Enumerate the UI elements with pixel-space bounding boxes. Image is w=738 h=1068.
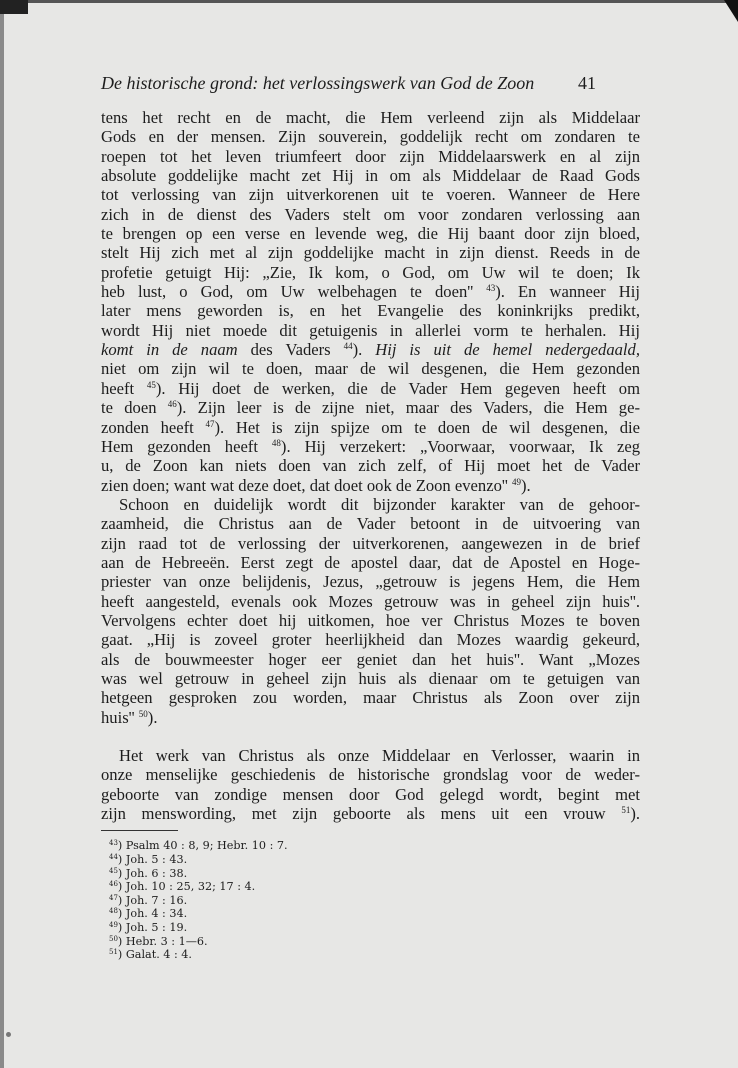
text-segment: ). xyxy=(630,804,640,824)
text-segment: zien doen; want wat deze doet, dat doet ook de Zoon evenzo'' xyxy=(101,475,512,495)
text-segment: zich in de dienst des Vaders stelt om voor zondaren verlossing aan xyxy=(101,204,640,224)
text-segment: zijn menswording, met zijn geboorte als mens uit een vrouw xyxy=(101,804,622,824)
text-segment: was wel getrouw in geheel zijn huis als dienaar om te getuigen van xyxy=(101,668,640,688)
text-line xyxy=(101,765,640,784)
footnote-ref: 48 xyxy=(271,437,281,448)
text-line xyxy=(101,669,640,688)
text-segment: onze menselijke geschiedenis de historische grondslag voor de weder- xyxy=(101,765,640,785)
text-line xyxy=(101,708,640,727)
text-line xyxy=(101,127,640,146)
text-line xyxy=(101,611,640,630)
footnote-number: 50 xyxy=(109,934,118,943)
text-segment: te doen xyxy=(101,398,168,418)
footnote-text: ) Joh. 4 : 34. xyxy=(117,907,188,921)
text-line xyxy=(101,456,640,475)
footnote-number: 43 xyxy=(109,839,118,848)
text-line xyxy=(101,359,640,378)
text-line xyxy=(101,785,640,804)
text-line xyxy=(101,398,640,417)
footnote-ref: 44 xyxy=(343,341,353,352)
text-segment: u, de Zoon kan niets doen van zich zelf, of Hij moet het de Vader xyxy=(101,456,640,476)
footnote xyxy=(101,935,640,949)
text-segment: zijn raad tot de verlossing der uitverkorenen, aangewezen in de brief xyxy=(101,533,640,553)
text-line xyxy=(101,804,640,823)
footnote-text: ) Joh. 6 : 38. xyxy=(117,866,188,880)
text-segment: des Vaders xyxy=(237,340,344,360)
text-line xyxy=(101,108,640,127)
footnote xyxy=(101,867,640,881)
footnote xyxy=(101,880,640,894)
footnote-text: ) Joh. 7 : 16. xyxy=(117,893,188,907)
scan-corner xyxy=(724,0,738,22)
footnote xyxy=(101,839,640,853)
footnote xyxy=(101,921,640,935)
text-segment: Het werk van Christus als onze Middelaar en Verlosser, waarin in xyxy=(119,746,640,765)
footnote-number: 45 xyxy=(109,866,118,875)
text-line xyxy=(101,476,640,495)
footnote-number: 47 xyxy=(109,893,118,902)
text-segment: als de bouwmeester hoger eer geniet dan het huis''. Want „Mozes xyxy=(101,649,640,669)
text-segment: stelt Hij zich met al zijn goddelijke macht in zijn dienst. Reeds in de xyxy=(101,243,640,263)
footnote-ref: 45 xyxy=(146,379,156,390)
text-line xyxy=(101,650,640,669)
text-segment: ). Hij doet de werken, die de Vader Hem gegeven heeft om xyxy=(155,378,640,398)
text-segment: wordt Hij niet moede dit getuigenis in allerlei vorm te herhalen. Hij xyxy=(101,320,640,340)
text-line xyxy=(101,166,640,185)
footnote xyxy=(101,907,640,921)
text-line xyxy=(101,688,640,707)
text-segment: Vervolgens echter doet hij uitkomen, hoe ver Christus Mozes te boven xyxy=(101,610,640,630)
text-line xyxy=(101,282,640,301)
footnote-ref: 49 xyxy=(512,476,521,487)
text-line xyxy=(101,224,640,243)
main-text xyxy=(101,108,640,823)
text-segment: profetie getuigt Hij: „Zie, Ik kom, o God, om Uw wil te doen; Ik xyxy=(101,262,640,282)
running-header: De historische grond: het verlossingswerk van God de Zoon xyxy=(101,73,535,93)
text-segment: ). Hij verzekert: „Voorwaar, voorwaar, Ik zeg xyxy=(280,436,640,456)
footnote-ref: 46 xyxy=(167,399,177,410)
footnote-number: 48 xyxy=(109,907,118,916)
text-segment: tens het recht en de macht, die Hem verleend zijn als Middelaar xyxy=(101,108,640,127)
footnote-number: 49 xyxy=(109,920,118,929)
text-segment: Hij is uit de hemel nedergedaald, xyxy=(375,340,640,360)
footnote-text: ) Joh. 10 : 25, 32; 17 : 4. xyxy=(117,880,256,894)
text-segment: priester van onze belijdenis, Jezus, „getrouw is jegens Hem, die Hem xyxy=(101,572,640,592)
text-segment: ). Het is zijn spijze om te doen de wil desgenen, die xyxy=(214,417,640,437)
text-segment: aan de Hebreeën. Eerst zegt de apostel daar, dat de Apostel en Hoge- xyxy=(101,552,640,572)
text-segment: niet om zijn wil te doen, maar de wil desgenen, die Hem gezonden xyxy=(101,359,640,379)
text-segment: ). Zijn leer is de zijne niet, maar des Vaders, die Hem ge- xyxy=(176,398,640,418)
text-segment: geboorte van zondige mensen door God gelegd wordt, begint met xyxy=(101,784,640,804)
footnote-number: 51 xyxy=(109,948,118,957)
text-segment: gaat. „Hij is zoveel groter heerlijkheid dan Mozes waardig gekeurd, xyxy=(101,630,640,650)
text-segment: Gods en der mensen. Zijn souverein, goddelijk recht om zondaren te xyxy=(101,127,640,147)
text-line xyxy=(101,630,640,649)
text-line xyxy=(101,437,640,456)
text-line xyxy=(101,418,640,437)
text-segment: zonden heeft xyxy=(101,417,206,437)
text-segment: ). En wanneer Hij xyxy=(495,282,640,302)
footnote xyxy=(101,853,640,867)
text-segment: huis'' xyxy=(101,707,139,727)
footnote-ref: 50 xyxy=(138,708,148,719)
text-segment: heeft xyxy=(101,378,147,398)
footnote-text: ) Galat. 4 : 4. xyxy=(117,948,192,962)
text-line xyxy=(101,263,640,282)
text-segment: ). xyxy=(521,475,531,495)
page-number: 41 xyxy=(578,73,596,93)
paragraph xyxy=(101,108,640,495)
scan-edge-left xyxy=(0,0,4,1068)
footnote-ref: 47 xyxy=(205,418,215,429)
footnote xyxy=(101,948,640,962)
text-segment: heeft aangesteld, evenals ook Mozes getrouw was in geheel zijn huis''. xyxy=(101,591,640,611)
text-segment: komt in de naam xyxy=(101,340,238,360)
footnote-text: ) Hebr. 3 : 1—6. xyxy=(117,934,208,948)
text-line xyxy=(101,321,640,340)
text-segment: hetgeen gesproken zou worden, maar Christus als Zoon over zijn xyxy=(101,688,640,708)
text-line xyxy=(101,514,640,533)
text-line xyxy=(101,379,640,398)
footnote xyxy=(101,894,640,908)
text-line xyxy=(101,592,640,611)
text-line xyxy=(101,746,640,765)
text-segment: heb lust, o God, om Uw welbehagen te doen'' xyxy=(101,282,487,302)
text-segment: tot verlossing van zijn uitverkorenen uit te voeren. Wanneer de Here xyxy=(101,185,640,205)
text-line xyxy=(101,147,640,166)
text-segment: Schoon en duidelijk wordt dit bijzonder karakter van de gehoor- xyxy=(119,494,640,514)
scan-speck xyxy=(6,1032,11,1037)
text-line xyxy=(101,301,640,320)
text-line xyxy=(101,553,640,572)
text-segment: roepen tot het leven triumfeert door zijn Middelaarswerk en al zijn xyxy=(101,146,640,166)
page-body xyxy=(101,108,640,962)
footnote-ref: 43 xyxy=(486,283,496,294)
footnote-text: ) Joh. 5 : 19. xyxy=(117,920,188,934)
text-line xyxy=(101,243,640,262)
footnote-number: 46 xyxy=(109,880,118,889)
text-segment: te brengen op een verse en levende weg, die Hij baant door zijn bloed, xyxy=(101,224,640,244)
footnote-number: 44 xyxy=(109,852,118,861)
footnotes xyxy=(101,839,640,961)
footnote-divider xyxy=(101,830,178,831)
text-segment: later mens geworden is, en het Evangelie des koninkrijks predikt, xyxy=(101,301,640,321)
text-segment: zaamheid, die Christus aan de Vader betoont in de uitvoering van xyxy=(101,514,640,534)
scan-edge-top xyxy=(0,0,738,3)
text-line xyxy=(101,340,640,359)
paragraph xyxy=(101,495,640,727)
text-line xyxy=(101,572,640,591)
footnote-text: ) Joh. 5 : 43. xyxy=(117,852,188,866)
text-segment: ). xyxy=(352,340,376,360)
text-segment: Hem gezonden heeft xyxy=(101,436,272,456)
text-line xyxy=(101,185,640,204)
text-segment: absolute goddelijke macht zet Hij in om als Middelaar de Raad Gods xyxy=(101,166,640,186)
text-segment: ). xyxy=(147,707,158,727)
text-line xyxy=(101,534,640,553)
paragraph xyxy=(101,746,640,823)
footnote-ref: 51 xyxy=(621,805,631,816)
scan-corner xyxy=(0,0,28,14)
text-line xyxy=(101,495,640,514)
footnote-text: ) Psalm 40 : 8, 9; Hebr. 10 : 7. xyxy=(117,839,288,853)
paragraph-gap xyxy=(101,727,640,746)
text-line xyxy=(101,205,640,224)
